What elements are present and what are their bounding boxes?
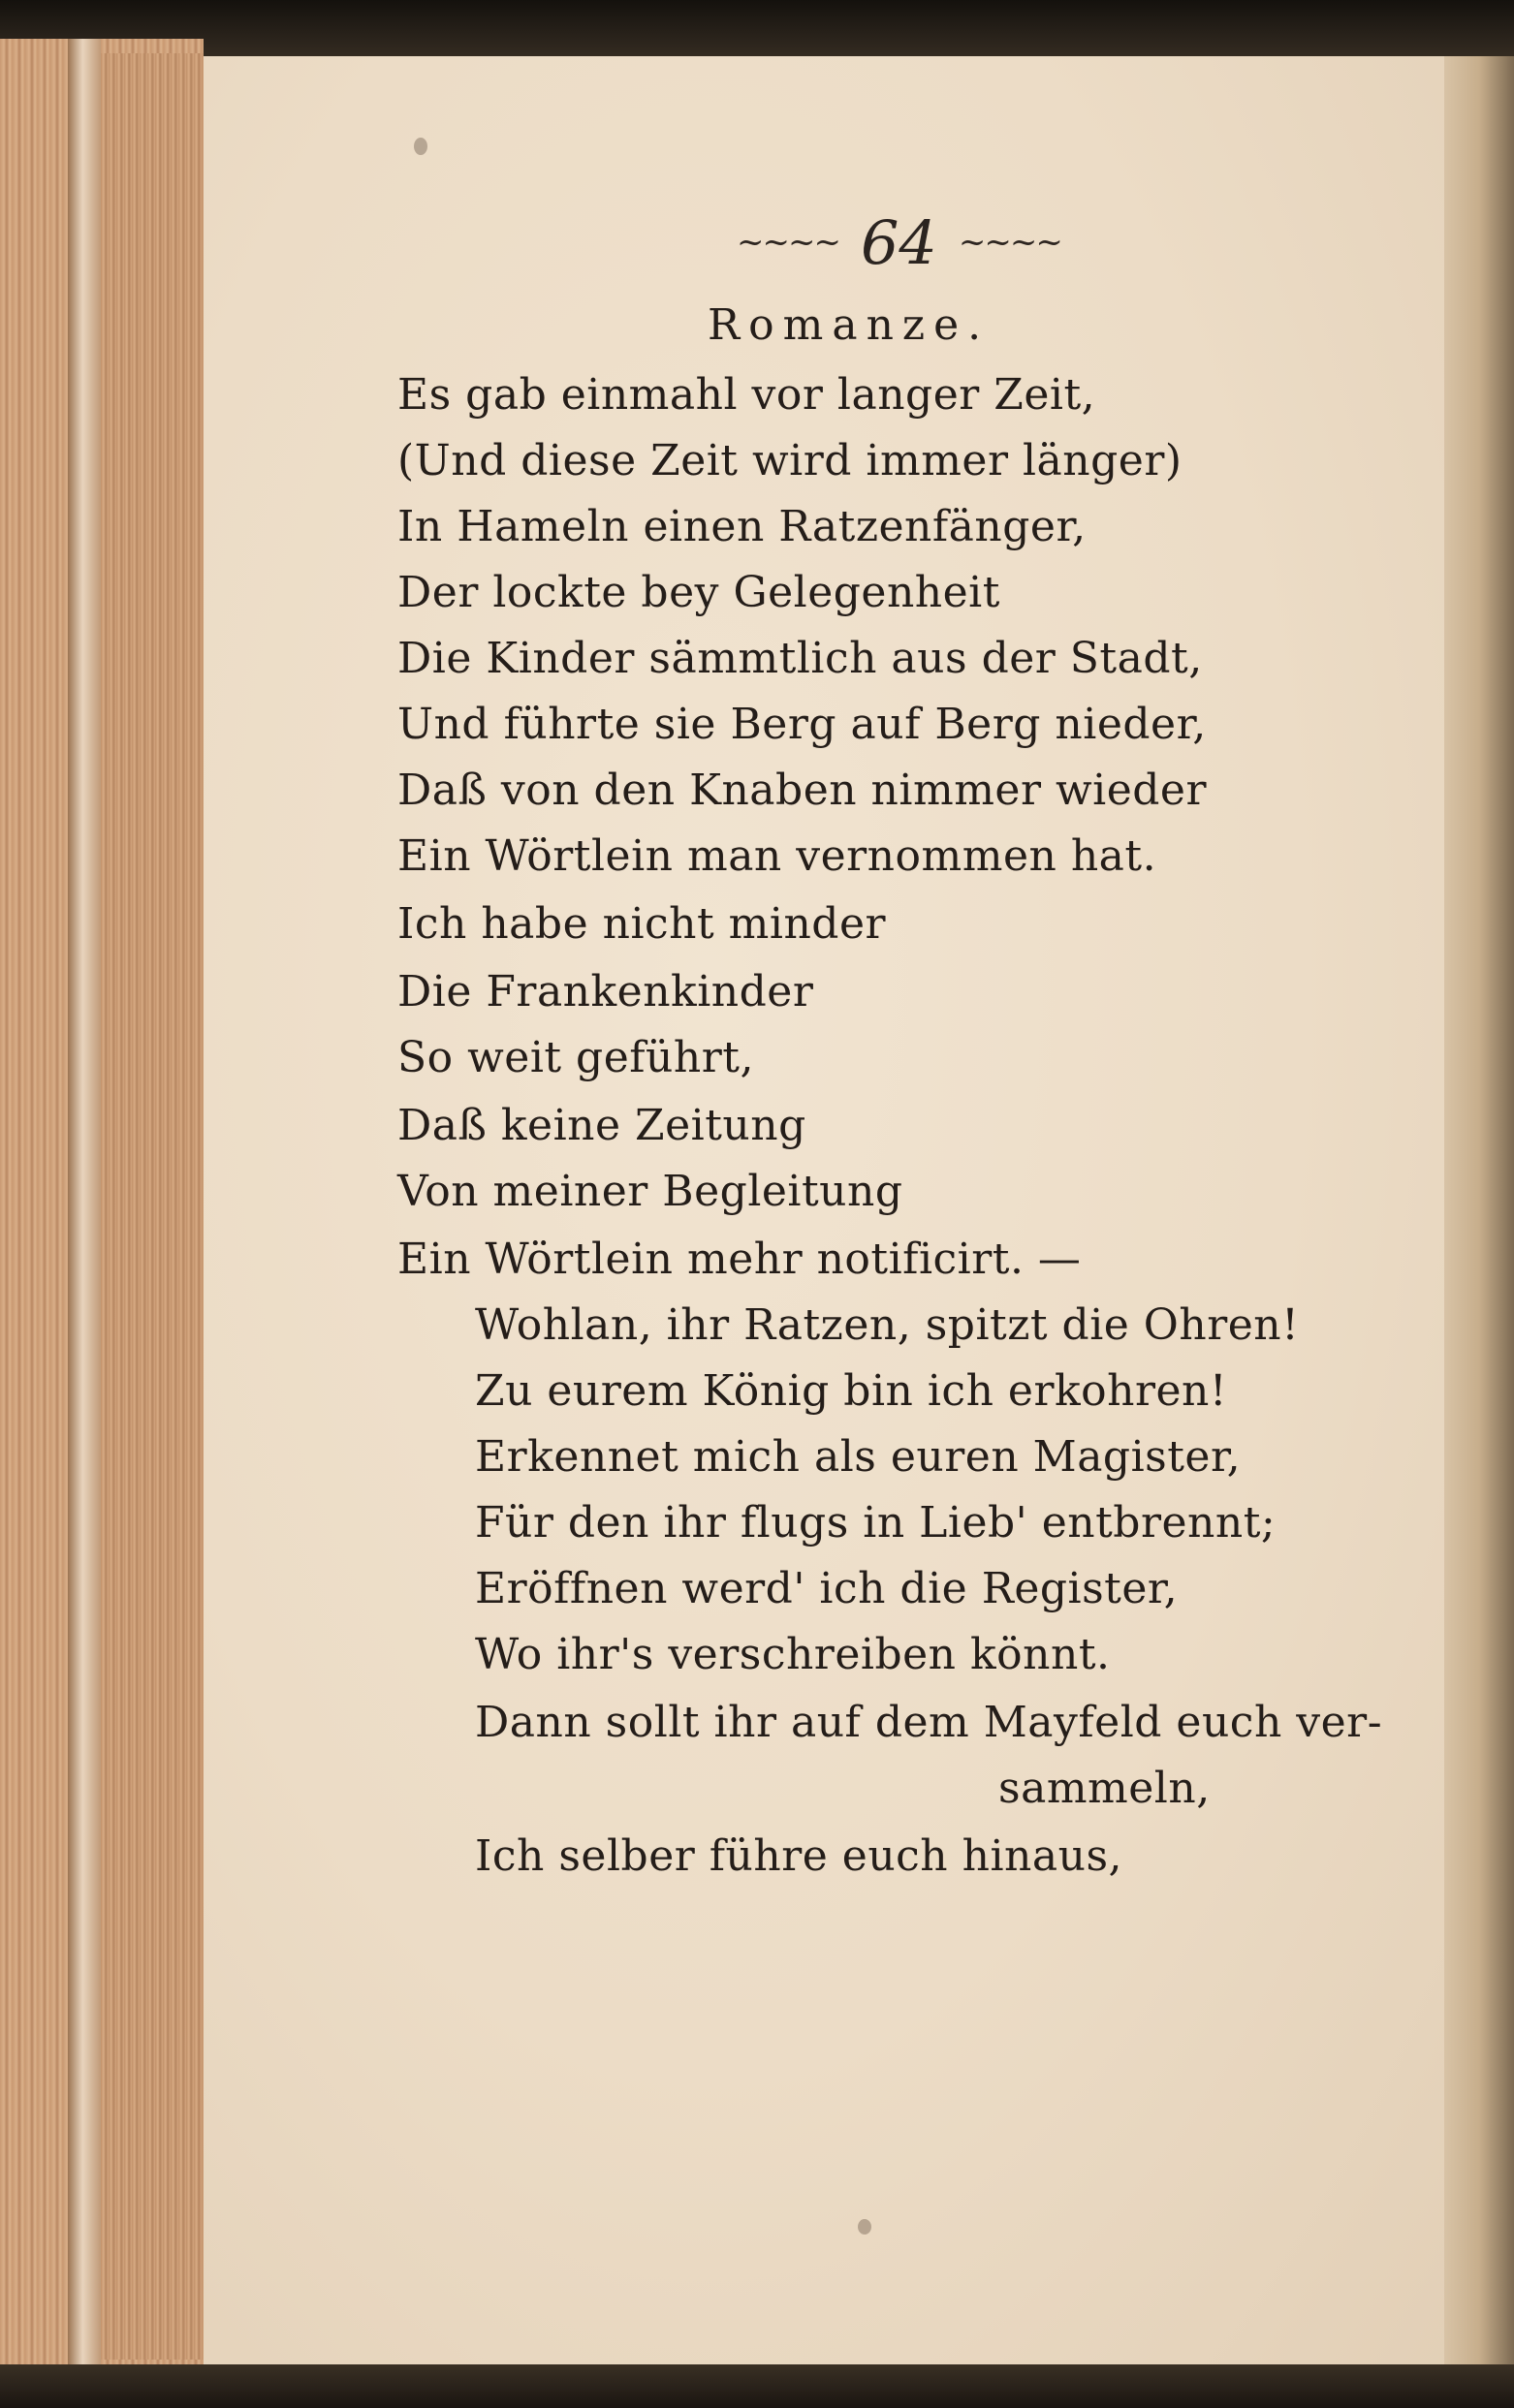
page-number: 64: [860, 206, 937, 278]
poem-line: Daß von den Knaben nimmer wieder: [397, 766, 1207, 815]
poem-line: Der lockte bey Gelegenheit: [397, 568, 1000, 617]
poem-line: Es gab einmahl vor langer Zeit,: [397, 370, 1096, 420]
poem-line: Wo ihr's verschreiben könnt.: [475, 1630, 1111, 1679]
header-flourish-left: ~~~~: [737, 223, 839, 262]
poem-line: Wohlan, ihr Ratzen, spitzt die Ohren!: [475, 1300, 1300, 1350]
poem-line: Zu eurem König bin ich erkohren!: [475, 1366, 1228, 1416]
poem-line: sammeln,: [998, 1764, 1211, 1813]
poem-line: Die Frankenkinder: [397, 967, 814, 1016]
poem-line: (Und diese Zeit wird immer länger): [397, 436, 1183, 485]
poem-line: Von meiner Begleitung: [397, 1167, 903, 1216]
poem-line: Ich selber führe euch hinaus,: [475, 1831, 1123, 1881]
poem-line: Erkennet mich als euren Magister,: [475, 1432, 1242, 1482]
poem-line: Die Kinder sämmtlich aus der Stadt,: [397, 634, 1203, 683]
poem-line: Ein Wörtlein mehr notificirt. —: [397, 1235, 1082, 1284]
poem-line: In Hameln einen Ratzenfänger,: [397, 502, 1087, 551]
poem-title: Romanze.: [708, 300, 991, 350]
poem-line: Dann sollt ihr auf dem Mayfeld euch ver-: [475, 1698, 1383, 1747]
poem-line: Ein Wörtlein man vernommen hat.: [397, 831, 1157, 881]
poem-line: Und führte sie Berg auf Berg nieder,: [397, 700, 1207, 749]
poem-line: Daß keine Zeitung: [397, 1101, 806, 1150]
poem-line: Eröffnen werd' ich die Register,: [475, 1564, 1179, 1613]
poem-line: Ich habe nicht minder: [397, 899, 887, 949]
poem-line: Für den ihr flugs in Lieb' entbrennt;: [475, 1498, 1277, 1548]
poem-line: So weit geführt,: [397, 1033, 754, 1082]
header-flourish-right: ~~~~: [958, 223, 1061, 262]
